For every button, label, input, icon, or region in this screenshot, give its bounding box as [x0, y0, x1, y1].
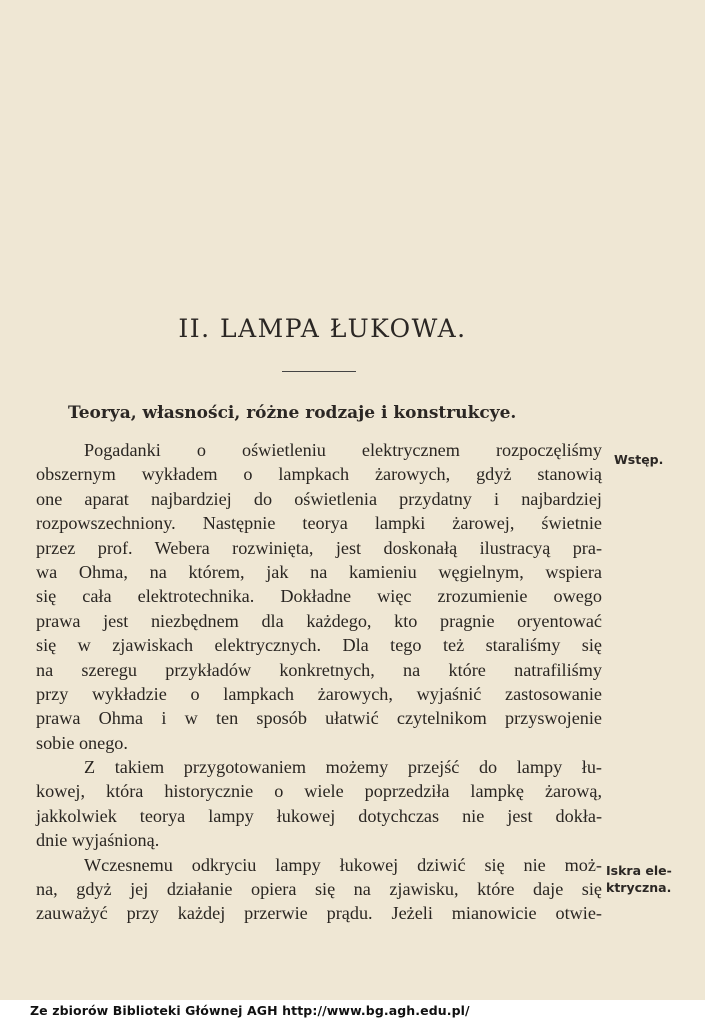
marginal-note-line: ktryczna. — [606, 880, 672, 895]
body-line: prawa Ohma i w ten sposób ułatwić czytelnikom przyswojenie — [36, 708, 602, 729]
body-line: kowej, która historycznie o wiele poprzedziła lampkę żarową, — [36, 781, 602, 802]
body-line: przy wykładzie o lampkach żarowych, wyjaśnić zastosowanie — [36, 683, 602, 704]
body-line: jakkolwiek teorya lampy łukowej dotychczas nie jest dokła- — [36, 805, 602, 826]
body-line: prawa jest niezbędnem dla każdego, kto pragnie oryentować — [36, 610, 602, 631]
chapter-title: II. LAMPA ŁUKOWA. — [178, 314, 467, 343]
body-line: dnie wyjaśnioną. — [36, 830, 160, 851]
body-line: przez prof. Webera rozwinięta, jest doskonałą ilustracyą pra- — [36, 537, 602, 558]
marginal-note-wstep: Wstęp. — [614, 452, 664, 467]
body-text — [36, 438, 602, 926]
body-line: zauważyć przy każdej przerwie prądu. Jeżeli mianowicie otwie- — [36, 903, 602, 924]
marginal-note-iskra — [606, 862, 672, 896]
library-footer: Ze zbiorów Biblioteki Głównej AGH http://www.bg.agh.edu.pl/ — [30, 1003, 470, 1018]
body-line: Wczesnemu odkryciu lampy łukowej dziwić się nie moż- — [84, 854, 602, 875]
marginal-note-line: Iskra ele- — [606, 863, 672, 878]
body-line: na szeregu przykładów konkretnych, na które natrafiliśmy — [36, 659, 602, 680]
body-line: Pogadanki o oświetleniu elektrycznem rozpoczęliśmy — [84, 440, 602, 460]
body-line: na, gdyż jej działanie opiera się na zjawisku, które daje się — [36, 879, 602, 900]
body-line: się cała elektrotechnika. Dokładne więc zrozumienie owego — [36, 586, 602, 607]
title-divider — [282, 371, 356, 372]
body-line: wa Ohma, na którem, jak na kamieniu węgielnym, wspiera — [36, 561, 602, 582]
body-line: się w zjawiskach elektrycznych. Dla tego też staraliśmy się — [36, 635, 602, 656]
section-subtitle: Teorya, własności, różne rodzaje i konstrukcye. — [68, 403, 517, 423]
body-line: sobie onego. — [36, 732, 128, 753]
body-line: rozpowszechniony. Następnie teorya lampki żarowej, świetnie — [36, 513, 602, 534]
body-line: one aparat najbardziej do oświetlenia przydatny i najbardziej — [36, 488, 602, 509]
body-line: Z takiem przygotowaniem możemy przejść do lampy łu- — [84, 757, 602, 778]
body-line: obszernym wykładem o lampkach żarowych, gdyż stanowią — [36, 464, 602, 485]
